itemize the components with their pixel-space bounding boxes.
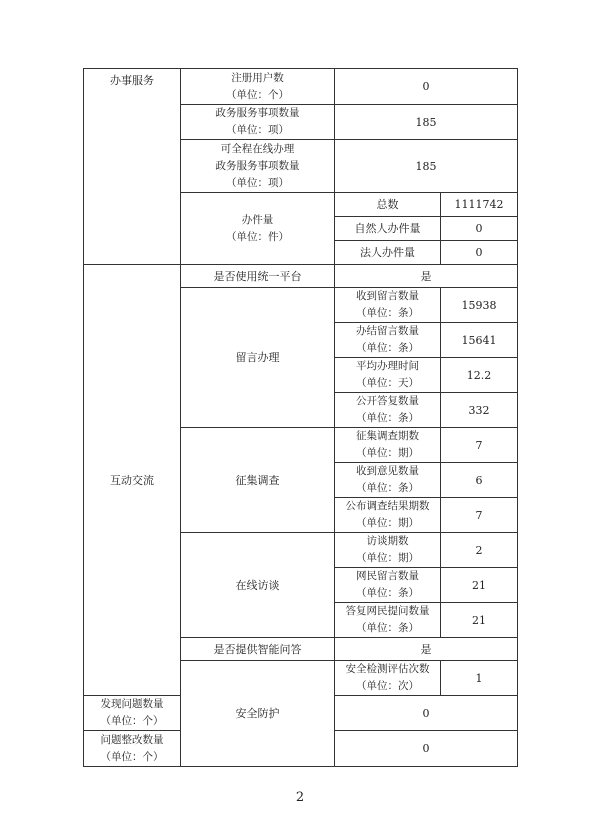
page-number: 2 <box>295 790 305 805</box>
survey-results-value: 7 <box>441 498 518 533</box>
unified-platform-label: 是否使用统一平台 <box>181 265 335 288</box>
netizen-messages-value: 21 <box>441 568 518 603</box>
received-messages-label: 收到留言数量 （单位：条） <box>335 288 441 323</box>
avg-time-value: 12.2 <box>441 358 518 393</box>
avg-time-label: 平均办理时间 （单位：天） <box>335 358 441 393</box>
received-messages-value: 15938 <box>441 288 518 323</box>
cases-natural-label: 自然人办件量 <box>335 217 441 241</box>
interview-label: 在线访谈 <box>181 533 335 638</box>
cases-total-value: 1111742 <box>441 193 518 217</box>
problems-label: 发现问题数量 （单位：个） <box>84 696 181 731</box>
cases-total-label: 总数 <box>335 193 441 217</box>
survey-periods-value: 7 <box>441 428 518 463</box>
online-items-label: 可全程在线办理 政务服务事项数量 （单位：项） <box>181 140 335 193</box>
unified-platform-value: 是 <box>335 265 518 288</box>
section-interaction: 互动交流 <box>84 265 181 696</box>
table-row <box>84 69 518 105</box>
concluded-messages-value: 15641 <box>441 323 518 358</box>
evaluations-label: 安全检测评估次数 （单位：次） <box>335 661 441 696</box>
survey-label: 征集调查 <box>181 428 335 533</box>
cases-legal-label: 法人办件量 <box>335 241 441 265</box>
registered-users-value: 0 <box>335 69 518 105</box>
problems-value: 0 <box>335 696 518 731</box>
rectified-value: 0 <box>335 731 518 767</box>
evaluations-value: 1 <box>441 661 518 696</box>
rectified-label: 问题整改数量 （单位：个） <box>84 731 181 767</box>
netizen-messages-label: 网民留言数量 （单位：条） <box>335 568 441 603</box>
survey-periods-label: 征集调查期数 （单位：期） <box>335 428 441 463</box>
cases-label: 办件量 （单位：件） <box>181 193 335 265</box>
table-row <box>84 265 518 288</box>
survey-opinions-value: 6 <box>441 463 518 498</box>
registered-users-label: 注册用户数 （单位：个） <box>181 69 335 105</box>
smart-qa-label: 是否提供智能问答 <box>181 638 335 661</box>
concluded-messages-label: 办结留言数量 （单位：条） <box>335 323 441 358</box>
smart-qa-value: 是 <box>335 638 518 661</box>
section-service: 办事服务 <box>84 69 181 265</box>
service-items-value: 185 <box>335 105 518 140</box>
public-replies-value: 332 <box>441 393 518 428</box>
messages-label: 留言办理 <box>181 288 335 428</box>
public-replies-label: 公开答复数量 （单位：条） <box>335 393 441 428</box>
section-security: 安全防护 <box>181 661 335 767</box>
service-items-label: 政务服务事项数量 （单位：项） <box>181 105 335 140</box>
cases-natural-value: 0 <box>441 217 518 241</box>
report-table <box>83 68 518 767</box>
interview-periods-value: 2 <box>441 533 518 568</box>
netizen-answers-value: 21 <box>441 603 518 638</box>
survey-opinions-label: 收到意见数量 （单位：条） <box>335 463 441 498</box>
cases-legal-value: 0 <box>441 241 518 265</box>
survey-results-label: 公布调查结果期数 （单位：期） <box>335 498 441 533</box>
netizen-answers-label: 答复网民提问数量 （单位：条） <box>335 603 441 638</box>
online-items-value: 185 <box>335 140 518 193</box>
interview-periods-label: 访谈期数 （单位：期） <box>335 533 441 568</box>
